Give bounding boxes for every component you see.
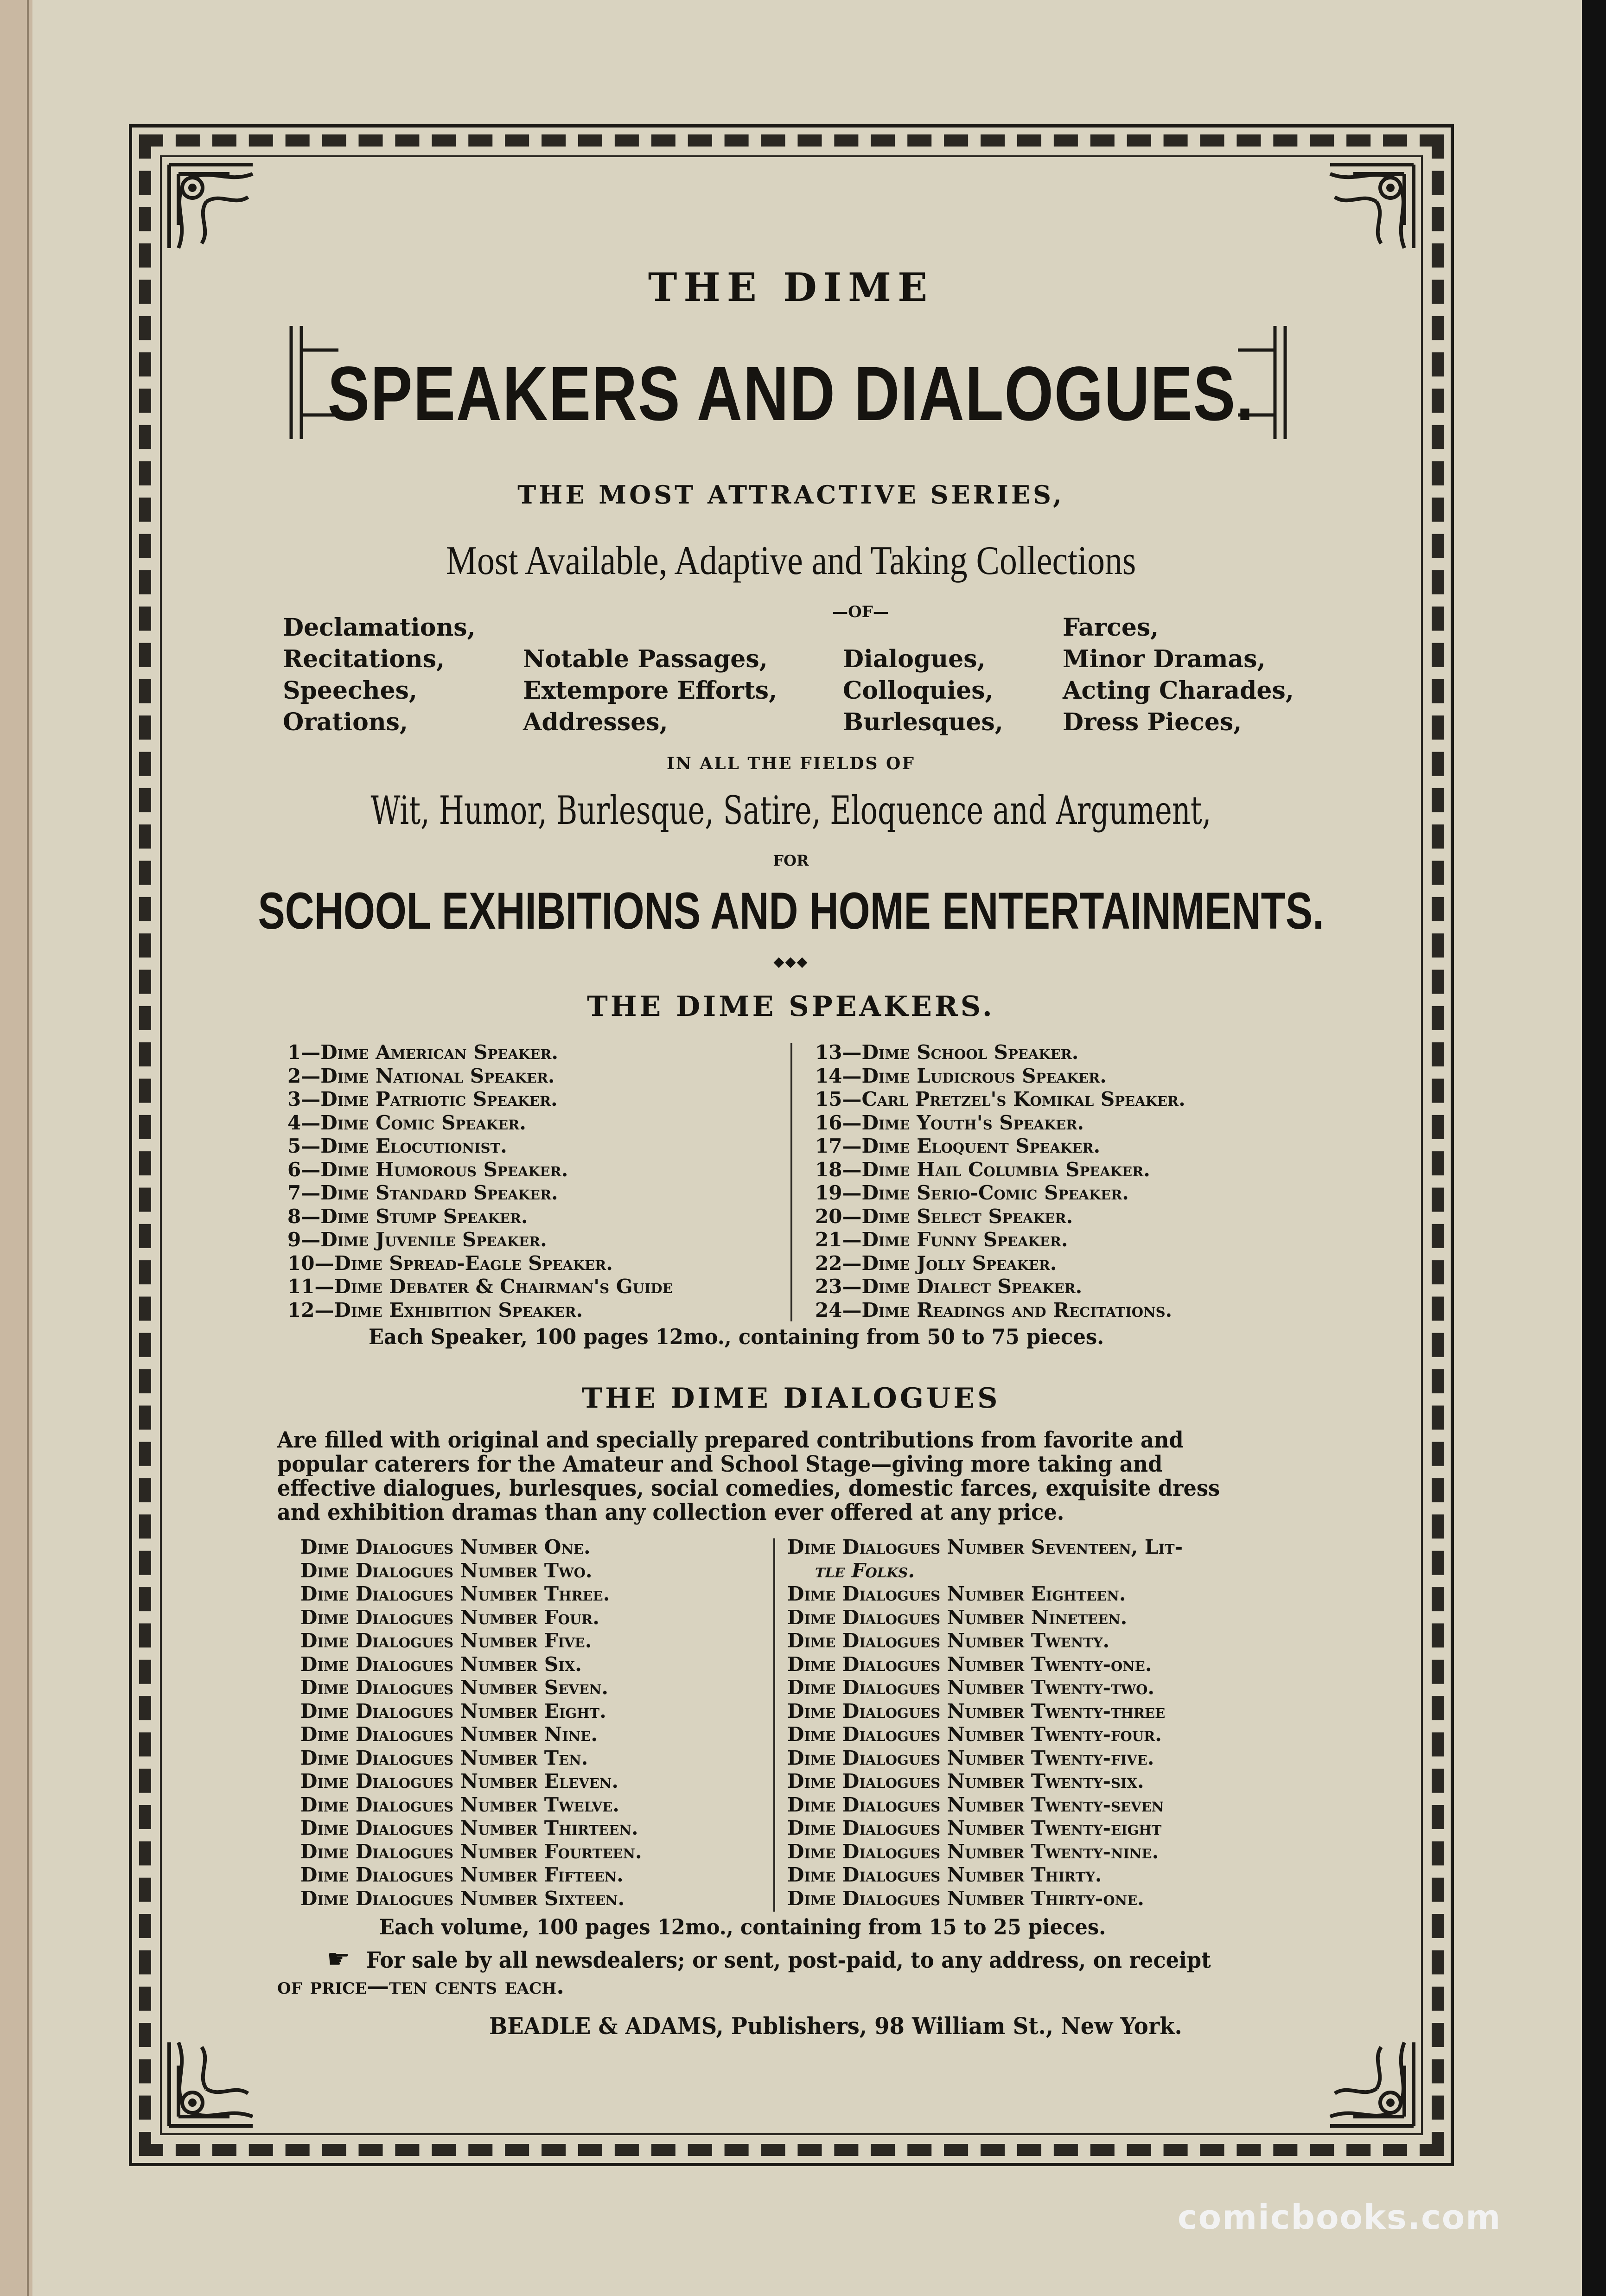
kind-item: Addresses, bbox=[523, 708, 668, 736]
speakers-list-left bbox=[287, 1041, 673, 1322]
subtitle: THE MOST ATTRACTIVE SERIES, bbox=[517, 480, 1064, 510]
dialogue-item: Dime Dialogues Number Thirty-one. bbox=[787, 1887, 1144, 1910]
dialogue-item: Dime Dialogues Number Six. bbox=[300, 1652, 582, 1676]
pointing-hand-icon: ☛ bbox=[327, 1944, 351, 1974]
dialogue-item: Dime Dialogues Number Thirteen. bbox=[300, 1817, 638, 1839]
kind-item: Dress Pieces, bbox=[1063, 708, 1242, 736]
speaker-item: 19—Dime Serio-Comic Speaker. bbox=[815, 1181, 1129, 1204]
dialogues-list-left bbox=[300, 1536, 642, 1910]
dialogues-description-line: effective dialogues, burlesques, social comedies, domestic farces, exquisite dress bbox=[277, 1475, 1220, 1501]
dialogue-item: Dime Dialogues Number Twenty. bbox=[787, 1629, 1110, 1652]
kind-item: Acting Charades, bbox=[1063, 676, 1294, 705]
dialogues-column-divider bbox=[773, 1538, 775, 1912]
dialogues-description-line: and exhibition dramas than any collection ever offered at any price. bbox=[277, 1499, 1064, 1525]
kind-item: Orations, bbox=[283, 708, 408, 736]
dialogue-item: Dime Dialogues Number Twenty-one. bbox=[787, 1652, 1152, 1676]
dialogues-note: Each volume, 100 pages 12mo., containing from 15 to 25 pieces. bbox=[379, 1914, 1106, 1939]
speaker-item: 8—Dime Stump Speaker. bbox=[287, 1205, 528, 1228]
speaker-item: 17—Dime Eloquent Speaker. bbox=[815, 1135, 1101, 1157]
fields-intro: IN ALL THE FIELDS OF bbox=[667, 754, 915, 773]
kind-item: Dialogues, bbox=[843, 645, 986, 673]
kinds-column-1 bbox=[283, 612, 476, 738]
kind-item: Notable Passages, bbox=[523, 645, 768, 673]
speakers-column-divider bbox=[790, 1043, 792, 1321]
publisher-imprint: BEADLE & ADAMS, Publishers, 98 William St., New York. bbox=[489, 2012, 1182, 2040]
dialogue-item: Dime Dialogues Number Twenty-nine. bbox=[787, 1840, 1159, 1863]
speaker-item: 7—Dime Standard Speaker. bbox=[287, 1181, 558, 1204]
speaker-item: 23—Dime Dialect Speaker. bbox=[815, 1275, 1083, 1298]
dialogue-item: Dime Dialogues Number Three. bbox=[300, 1582, 610, 1605]
dialogue-item: Dime Dialogues Number Twenty-four. bbox=[787, 1723, 1162, 1746]
dialogue-item: Dime Dialogues Number Twenty-eight bbox=[787, 1817, 1162, 1839]
speaker-item: 18—Dime Hail Columbia Speaker. bbox=[815, 1158, 1150, 1181]
speaker-item: 20—Dime Select Speaker. bbox=[815, 1205, 1073, 1228]
dialogue-item: Dime Dialogues Number Twelve. bbox=[300, 1793, 619, 1816]
kicker-heading: THE DIME bbox=[648, 264, 934, 310]
speaker-item: 5—Dime Elocutionist. bbox=[287, 1135, 507, 1157]
dialogue-item: Dime Dialogues Number Nine. bbox=[300, 1723, 598, 1746]
dialogues-list-right bbox=[787, 1536, 1183, 1910]
kind-item: Burlesques, bbox=[843, 708, 1003, 736]
speaker-item: 2—Dime National Speaker. bbox=[287, 1064, 555, 1087]
for-label: FOR bbox=[773, 852, 809, 869]
dialogues-description-line: Are filled with original and specially prepared contributions from favorite and bbox=[277, 1427, 1184, 1453]
kinds-column-2 bbox=[523, 644, 777, 738]
kind-item: Recitations, bbox=[283, 645, 445, 673]
speaker-item: 10—Dime Spread-Eagle Speaker. bbox=[287, 1251, 613, 1275]
dialogues-description-line: popular caterers for the Amateur and School Stage—giving more taking and bbox=[277, 1451, 1163, 1477]
kind-item: Farces, bbox=[1063, 613, 1159, 642]
main-title: SPEAKERS AND DIALOGUES. bbox=[327, 351, 1255, 437]
corner-ornament-icon bbox=[160, 1996, 299, 2135]
dialogue-item: Dime Dialogues Number Thirty. bbox=[787, 1863, 1102, 1886]
speaker-item: 14—Dime Ludicrous Speaker. bbox=[815, 1064, 1107, 1087]
dialogue-item: Dime Dialogues Number Ten. bbox=[300, 1746, 588, 1769]
speaker-item: 12—Dime Exhibition Speaker. bbox=[287, 1298, 583, 1321]
purpose-heading: SCHOOL EXHIBITIONS AND HOME ENTERTAINMENTS. bbox=[258, 882, 1324, 940]
dialogue-item: Dime Dialogues Number Twenty-three bbox=[787, 1699, 1166, 1722]
dialogue-item: Dime Dialogues Number Eight. bbox=[300, 1699, 606, 1722]
dialogue-item: Dime Dialogues Number Eighteen. bbox=[787, 1582, 1126, 1605]
kind-item: Declamations, bbox=[283, 613, 476, 642]
speaker-item: 13—Dime School Speaker. bbox=[815, 1041, 1079, 1064]
dialogue-item: Dime Dialogues Number Twenty-six. bbox=[787, 1770, 1144, 1792]
dialogue-item: Dime Dialogues Number Twenty-two. bbox=[787, 1676, 1154, 1699]
kinds-column-4 bbox=[1063, 612, 1294, 738]
dialogue-item: Dime Dialogues Number Nineteen. bbox=[787, 1606, 1128, 1629]
speakers-heading: THE DIME SPEAKERS. bbox=[587, 990, 995, 1023]
speaker-item: 6—Dime Humorous Speaker. bbox=[287, 1158, 568, 1181]
dialogue-item: Dime Dialogues Number Fourteen. bbox=[300, 1840, 642, 1863]
dialogue-item: Dime Dialogues Number One. bbox=[300, 1536, 591, 1558]
speaker-item: 15—Carl Pretzel's Komikal Speaker. bbox=[815, 1088, 1185, 1110]
kind-item: Extempore Efforts, bbox=[523, 676, 778, 705]
dialogue-item: Dime Dialogues Number Four. bbox=[300, 1606, 599, 1629]
fields-line: Wit, Humor, Burlesque, Satire, Eloquence and Argument, bbox=[370, 788, 1211, 833]
speaker-item: 11—Dime Debater & Chairman's Guide bbox=[287, 1275, 673, 1298]
speaker-item: 3—Dime Patriotic Speaker. bbox=[287, 1088, 558, 1110]
dialogue-item: Dime Dialogues Number Five. bbox=[300, 1629, 592, 1652]
dialogue-item: Dime Dialogues Number Fifteen. bbox=[300, 1863, 624, 1886]
dialogues-heading: THE DIME DIALOGUES bbox=[581, 1382, 1001, 1415]
speaker-item: 1—Dime American Speaker. bbox=[287, 1041, 558, 1064]
speaker-item: 4—Dime Comic Speaker. bbox=[287, 1111, 526, 1134]
speaker-item: 24—Dime Readings and Recitations. bbox=[815, 1298, 1173, 1321]
kind-item: Minor Dramas, bbox=[1063, 645, 1266, 673]
speaker-item: 16—Dime Youth's Speaker. bbox=[815, 1111, 1084, 1134]
speaker-item: 22—Dime Jolly Speaker. bbox=[815, 1251, 1057, 1275]
ornament-rule: ◆◆◆ bbox=[773, 954, 809, 970]
spine-fold-line bbox=[27, 0, 29, 2296]
dialogue-item: Dime Dialogues Number Eleven. bbox=[300, 1770, 619, 1792]
site-watermark: comicbooks.com bbox=[1178, 2198, 1502, 2237]
sale-line-1: For sale by all newsdealers; or sent, post-paid, to any address, on receipt bbox=[366, 1947, 1211, 1973]
sale-line-2: of price—ten cents each. bbox=[277, 1973, 564, 1999]
tagline: Most Available, Adaptive and Taking Collections bbox=[446, 538, 1136, 583]
kind-item: Colloquies, bbox=[843, 676, 994, 705]
dialogue-item: Dime Dialogues Number Seven. bbox=[300, 1676, 608, 1699]
of-separator: —OF— bbox=[832, 603, 889, 621]
corner-ornament-icon bbox=[1284, 1996, 1423, 2135]
speaker-item: 9—Dime Juvenile Speaker. bbox=[287, 1228, 547, 1251]
dialogue-item: Dime Dialogues Number Seventeen, Lit- bbox=[787, 1536, 1183, 1558]
kind-item: Speeches, bbox=[283, 676, 418, 705]
speaker-item: 21—Dime Funny Speaker. bbox=[815, 1228, 1068, 1251]
speakers-note: Each Speaker, 100 pages 12mo., containing from 50 to 75 pieces. bbox=[369, 1324, 1104, 1349]
dialogue-item: Dime Dialogues Number Twenty-five. bbox=[787, 1746, 1154, 1769]
dialogue-item: Dime Dialogues Number Two. bbox=[300, 1559, 593, 1582]
dialogue-item: Dime Dialogues Number Twenty-seven bbox=[787, 1793, 1164, 1816]
dialogue-item: tle Folks. bbox=[815, 1559, 915, 1582]
dialogue-item: Dime Dialogues Number Sixteen. bbox=[300, 1887, 625, 1910]
speakers-list-right bbox=[815, 1041, 1185, 1322]
kinds-column-3 bbox=[843, 644, 1003, 738]
